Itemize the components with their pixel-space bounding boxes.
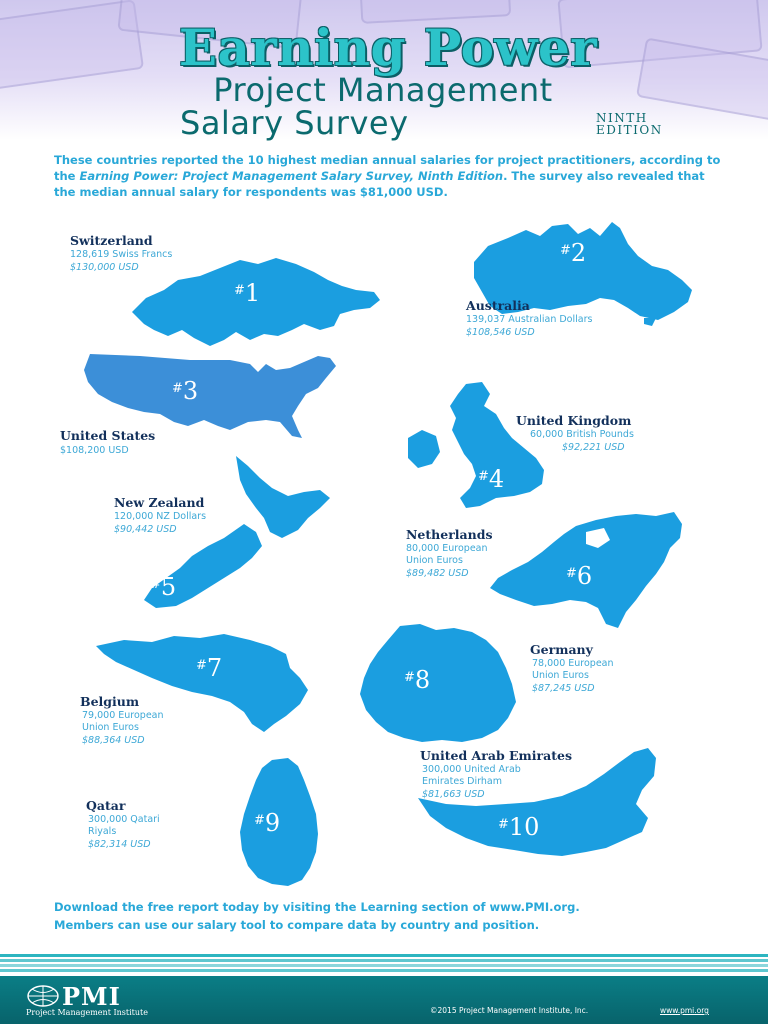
page-subtitle-line1: Project Management xyxy=(213,71,553,109)
usd-salary: $130,000 USD xyxy=(70,262,139,273)
local-salary-line2: Riyals xyxy=(88,826,117,837)
rank-badge-10: #10 xyxy=(498,813,540,841)
decorative-stripes xyxy=(0,954,768,976)
page-title: Earning Power xyxy=(178,18,598,77)
rank-badge-3: #3 xyxy=(172,377,199,405)
usd-salary: $87,245 USD xyxy=(532,683,595,694)
country-info-germany xyxy=(530,642,614,695)
local-salary: 60,000 British Pounds xyxy=(530,429,634,440)
usd-salary: $108,546 USD xyxy=(466,327,535,338)
local-salary-line2: Union Euros xyxy=(406,555,463,566)
footer-line1: Download the free report today by visiting the Learning section of www.PMI.org. xyxy=(54,900,580,914)
edition-label xyxy=(596,112,726,136)
country-name: Australia xyxy=(466,298,530,313)
country-name: Germany xyxy=(530,642,593,657)
intro-paragraph xyxy=(54,152,724,200)
intro-part2: . The survey also revealed that the median annual salary for respondents was $81,000 USD. xyxy=(54,169,705,199)
rank-badge-1: #1 xyxy=(234,279,261,307)
country-name: Qatar xyxy=(86,798,126,813)
local-salary-line2: Union Euros xyxy=(82,722,139,733)
usd-salary: $92,221 USD xyxy=(562,442,625,453)
usd-salary: $89,482 USD xyxy=(406,568,469,579)
country-name: Netherlands xyxy=(406,527,493,542)
rank-badge-7: #7 xyxy=(196,654,223,682)
country-info-belgium xyxy=(80,694,164,747)
country-name: Belgium xyxy=(80,694,140,709)
website-link[interactable]: www.pmi.org xyxy=(660,1006,709,1015)
rank-badge-9: #9 xyxy=(254,809,281,837)
report-name: Earning Power: Project Management Salary Survey, Ninth Edition xyxy=(79,169,504,183)
country-name: Switzerland xyxy=(70,233,153,248)
footer-line2: Members can use our salary tool to compare data by country and position. xyxy=(54,918,540,932)
germany-map-icon xyxy=(356,622,520,744)
stripe xyxy=(0,969,768,972)
pmi-logo[interactable] xyxy=(26,984,186,1018)
country-info-qatar xyxy=(86,798,160,851)
country-name: New Zealand xyxy=(114,495,205,510)
logo-wordmark: PMI xyxy=(62,982,121,1011)
rank-badge-6: #6 xyxy=(566,562,593,590)
logo-subtitle: Project Management Institute xyxy=(26,1008,148,1017)
usd-salary: $82,314 USD xyxy=(88,839,151,850)
country-info-australia xyxy=(466,298,592,339)
local-salary-line1: 300,000 Qatari xyxy=(88,814,160,825)
stripe xyxy=(0,954,768,957)
copyright-text: ©2015 Project Management Institute, Inc. xyxy=(430,1006,589,1015)
country-info-united-kingdom xyxy=(516,413,634,454)
local-salary: 139,037 Australian Dollars xyxy=(466,314,593,325)
country-info-netherlands xyxy=(406,527,493,580)
intro-part1: These countries reported the 10 highest median annual salaries for project practitioners, according to the xyxy=(54,153,721,183)
rank-badge-8: #8 xyxy=(404,666,431,694)
stripe xyxy=(0,964,768,967)
country-name: United States xyxy=(60,428,156,443)
local-salary-line1: 78,000 European xyxy=(532,658,614,669)
usd-salary: $108,200 USD xyxy=(60,445,129,456)
local-salary-line2: Union Euros xyxy=(532,670,589,681)
local-salary-line1: 79,000 European xyxy=(82,710,164,721)
rank-badge-4: #4 xyxy=(478,465,505,493)
stripe xyxy=(0,959,768,962)
country-name: United Arab Emirates xyxy=(420,748,572,763)
usd-salary: $90,442 USD xyxy=(114,524,177,535)
rank-badge-5: #5 xyxy=(150,573,177,601)
country-name: United Kingdom xyxy=(516,413,632,428)
usd-salary: $88,364 USD xyxy=(82,735,145,746)
local-salary-line1: 80,000 European xyxy=(406,543,488,554)
uae-map-icon xyxy=(416,746,662,858)
local-salary: 128,619 Swiss Francs xyxy=(70,249,173,260)
footer-text xyxy=(54,898,724,934)
page-subtitle-line2: Salary Survey xyxy=(180,104,409,142)
united-states-map-icon xyxy=(80,350,344,440)
local-salary: 120,000 NZ Dollars xyxy=(114,511,207,522)
local-salary-line1: 300,000 United Arab xyxy=(422,764,521,775)
local-salary-line2: Emirates Dirham xyxy=(422,776,502,787)
edition-line1: NINTH xyxy=(596,111,648,125)
edition-line2: EDITION xyxy=(596,123,663,137)
usd-salary: $81,663 USD xyxy=(422,789,485,800)
country-info-new-zealand xyxy=(114,495,206,536)
globe-icon xyxy=(26,984,60,1008)
rank-badge-2: #2 xyxy=(560,239,587,267)
